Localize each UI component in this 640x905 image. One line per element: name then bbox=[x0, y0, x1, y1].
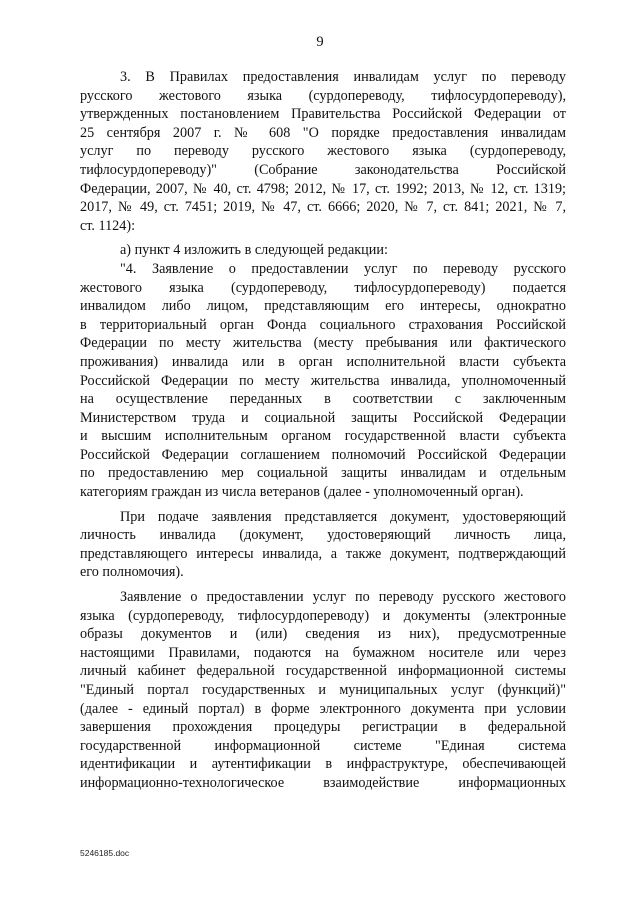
text-line: личный кабинет федеральной государственной информационной системы bbox=[80, 663, 566, 680]
text-line: языка (сурдопереводу, тифлосурдопереводу) и документы (электронные bbox=[80, 607, 566, 624]
text-line: государственной информационной системе "Единая система bbox=[80, 737, 566, 754]
paragraph-application-submission bbox=[80, 588, 566, 793]
text-line: на осуществление переданных в соответствии с заключенным bbox=[80, 391, 566, 408]
text-line: представляющего интересы инвалида, а также документ, подтверждающий bbox=[80, 545, 566, 562]
text-line: (далее - единый портал) в форме электронного документа при условии bbox=[80, 700, 566, 717]
text-line: 25 сентября 2007 г. № 608 "О порядке предоставления инвалидам bbox=[80, 124, 566, 141]
text-line: Заявление о предоставлении услуг по переводу русского жестового bbox=[120, 589, 566, 606]
text-line: тифлосурдопереводу)" (Собрание законодательства Российской bbox=[80, 161, 566, 178]
text-line: услуг по переводу русского жестового языка (сурдопереводу, bbox=[80, 143, 566, 160]
text-line: При подаче заявления представляется документ, удостоверяющий bbox=[120, 508, 566, 525]
text-line: Российской Федерации по месту жительства инвалида, уполномоченный bbox=[80, 372, 566, 389]
text-line: в территориальный орган Фонда социального страхования Российской bbox=[80, 316, 566, 333]
text-line: "4. Заявление о предоставлении услуг по переводу русского bbox=[120, 260, 566, 277]
text-line: 2017, № 49, ст. 7451; 2019, № 47, ст. 6666; 2020, № 7, ст. 841; 2021, № 7, bbox=[80, 199, 566, 216]
text-line: его полномочия). bbox=[80, 564, 184, 581]
text-line: а) пункт 4 изложить в следующей редакции: bbox=[120, 242, 388, 259]
page-number: 9 bbox=[316, 34, 324, 50]
text-line: образы документов и (или) сведения из них), предусмотренные bbox=[80, 626, 566, 643]
text-line: Федерации по месту жительства (месту пребывания или фактического bbox=[80, 335, 566, 352]
text-line: проживания) инвалида или в орган исполнительной власти субъекта bbox=[80, 353, 566, 370]
text-line: утвержденных постановлением Правительства Российской Федерации от bbox=[80, 106, 566, 123]
text-line: "Единый портал государственных и муниципальных услуг (функций)" bbox=[80, 682, 566, 698]
text-line: жестового языка (сурдопереводу, тифлосурдопереводу) подается bbox=[80, 279, 566, 296]
paragraph-point-4 bbox=[80, 260, 566, 502]
text-line: личность инвалида (документ, удостоверяющий личность лица, bbox=[80, 527, 566, 544]
text-line: по предоставлению мер социальной защиты инвалидам и отдельным bbox=[80, 465, 566, 482]
text-line: и высшим исполнительным органом государственной власти субъекта bbox=[80, 428, 566, 445]
text-line: настоящими Правилами, подаются на бумажном носителе или через bbox=[80, 644, 566, 661]
text-line: Федерации, 2007, № 40, ст. 4798; 2012, № 17, ст. 1992; 2013, № 12, ст. 1319; bbox=[80, 180, 566, 197]
text-line: 3. В Правилах предоставления инвалидам услуг по переводу bbox=[120, 69, 566, 85]
document-body bbox=[80, 68, 566, 793]
text-line: Российской Федерации соглашением полномочий Российской Федерации bbox=[80, 446, 566, 463]
text-line: информационно-технологическое взаимодействие информационных bbox=[80, 774, 566, 791]
text-line: категориям граждан из числа ветеранов (далее - уполномоченный орган). bbox=[80, 484, 524, 501]
text-line: завершения прохождения процедуры регистрации в федеральной bbox=[80, 719, 566, 736]
paragraph-identity-document bbox=[80, 508, 566, 582]
text-line: идентификации и аутентификации в инфраструктуре, обеспечивающей bbox=[80, 756, 566, 773]
text-line: инвалидом либо лицом, представляющим его интересы, однократно bbox=[80, 298, 566, 315]
paragraph-subpoint-a bbox=[80, 241, 566, 260]
document-filename: 5246185.doc bbox=[80, 848, 130, 858]
text-line: ст. 1124): bbox=[80, 217, 136, 234]
paragraph-amendment-intro bbox=[80, 68, 566, 235]
text-line: русского жестового языка (сурдопереводу, тифлосурдопереводу), bbox=[80, 87, 566, 104]
text-line: Министерством труда и социальной защиты Российской Федерации bbox=[80, 409, 566, 426]
